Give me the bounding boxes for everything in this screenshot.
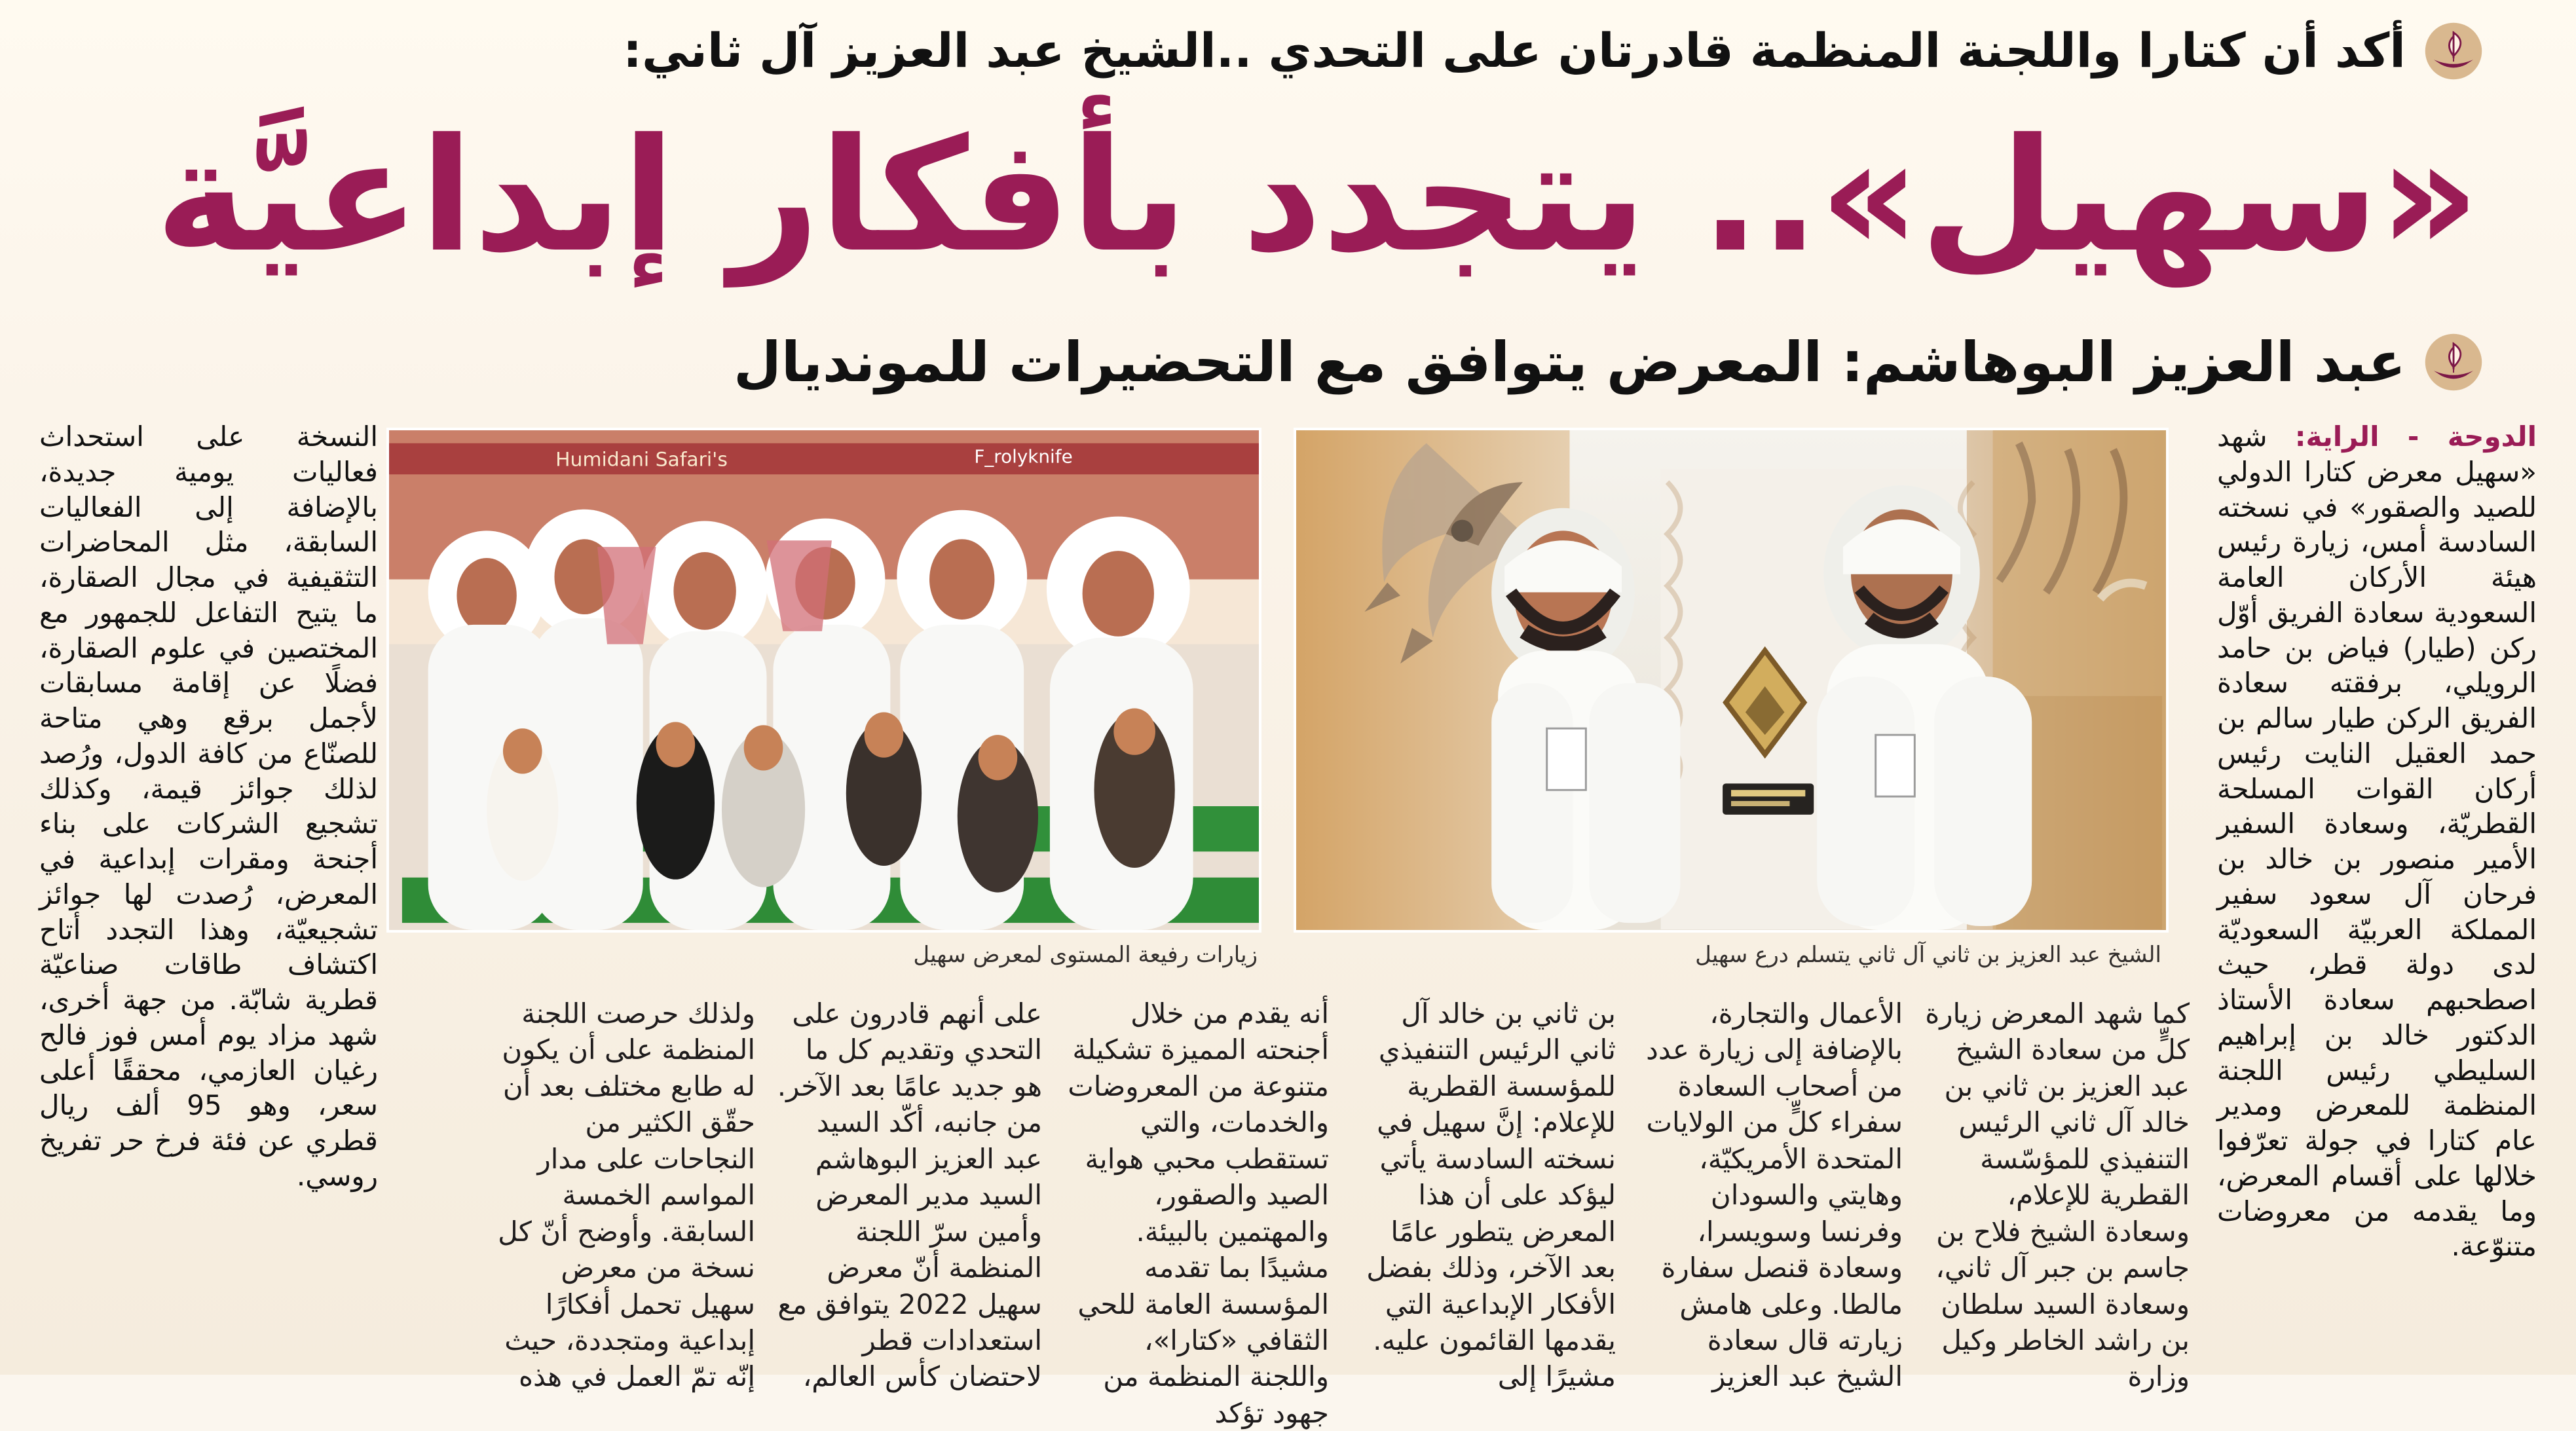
right-photo bbox=[1294, 428, 2169, 933]
header-kicker-row bbox=[623, 12, 2484, 90]
left-photo-caption: زيارات رفيعة المستوى لمعرض سهيل bbox=[913, 942, 1258, 968]
article-column-1 bbox=[1924, 995, 2190, 1393]
article-column-1-text: كما شهد المعرض زيارة كلٍّ من سعادة الشيخ عبد العزيز بن ثاني بن خالد آل ثاني الرئيس التنفيذي للمؤسّسة القطرية للإعلام، وسعادة الشيخ فلاح بن جاسم بن جبر آل ثاني، وسعادة السيد سلطان بن راشد الخاطر وكيل وزارة bbox=[1925, 997, 2190, 1393]
article-column-2-text: الأعمال والتجارة، بالإضافة إلى زيارة عدد من أصحاب السعادة سفراء كلٍّ من الولايات المتحدة الأمريكيّة، وهايتي والسودان وفرنسا وسويسرا، وسعادة قنصل سفارة مالطا. وعلى هامش زيارته قال سعادة الشيخ عبد العزيز bbox=[1646, 997, 1903, 1393]
header-kicker: أكد أن كتارا واللجنة المنظمة قادرتان على التحدي ..الشيخ عبد العزيز آل ثاني: bbox=[623, 23, 2406, 79]
dateline: الدوحة - الراية: bbox=[2294, 420, 2537, 453]
article-column-6 bbox=[490, 995, 755, 1393]
article-column-6-text: ولذلك حرصت اللجنة المنظمة على أن يكون له طابع مختلف بعد أن حقّق الكثير من النجاحات على مدار المواسم الخمسة السابقة. وأوضح أنّ كل نسخة من معرض سهيل تحمل أفكارًا إبداعية ومتجددة، حيث إنّه تمّ العمل في هذه bbox=[498, 997, 755, 1393]
intro-column bbox=[2217, 419, 2537, 1348]
banner-text-1: Humidani Safari's bbox=[555, 448, 728, 472]
article-column-4-text: أنه يقدم من خلال أجنحته المميزة تشكيلة متنوعة من المعروضات والخدمات، والتي تستقطب محبي هواية الصيد والصقور، والمهتمين بالبيئة. مشيدًا بما تقدمه المؤسسة العامة للحي الثقافي «كتارا»، واللجنة المنظمة من جهود تؤكد bbox=[1068, 997, 1329, 1429]
right-photo-caption: الشيخ عبد العزيز بن ثاني آل ثاني يتسلم درع سهيل bbox=[1695, 942, 2161, 968]
dhow-icon bbox=[2423, 331, 2484, 393]
article-column-5-text: على أنهم قادرون على التحدي وتقديم كل ما هو جديد عامًا بعد الآخر. من جانبه، أكّد السيد عبد العزيز البوهاشم السيد مدير المعرض وأمين سرّ اللجنة المنظمة أنّ معرض سهيل 2022 يتوافق مع استعدادات قطر لاحتضان كأس العالم، bbox=[777, 997, 1042, 1393]
intro-paragraph bbox=[2217, 419, 2537, 1264]
article-body bbox=[39, 419, 2537, 1429]
bottom-article-columns bbox=[386, 995, 2190, 1429]
subheadline: عبد العزيز البوهاشم: المعرض يتوافق مع التحضيرات للمونديال bbox=[733, 329, 2406, 394]
article-column-2 bbox=[1637, 995, 1903, 1393]
article-column-3-text: بن ثاني بن خالد آل ثاني الرئيس التنفيذي للمؤسسة القطرية للإعلام: إنَّ سهيل في نسخته السادسة يأتي ليؤكد على أن هذا المعرض يتطور عامًا بعد الآخر، وذلك بفضل الأفكار الإبداعية التي يقدمها القائمون عليه. مشيرًا إلى bbox=[1366, 997, 1616, 1393]
dhow-icon bbox=[2423, 20, 2484, 82]
left-column-text: النسخة على استحداث فعاليات يومية جديدة، بالإضافة إلى الفعاليات السابقة، مثل المحاضرات التثقيفية في مجال الصقارة، ما يتيح التفاعل للجمهور مع المختصين في علوم الصقارة، فضلًا عن إقامة مسابقات لأجمل برقع وهي متاحة للصنّاع من كافة الدول، ورُصد لذلك جوائز قيمة، وكذلك تشجيع الشركات على بناء أجنحة ومقرات إبداعية في المعرض، رُصدت لها جوائز تشجيعيّة، وهذا التجدد أتاح اكتشاف طاقات صناعيّة قطرية شابّة. من جهة أخرى، شهد مزاد يوم أمس فوز فالح رغيان العازمي، محققًا أعلى سعر، وهو 95 ألف ريال قطري عن فئة فرخ حر تفريخ روسي. bbox=[39, 420, 378, 1192]
article-column-4 bbox=[1064, 995, 1329, 1429]
left-column bbox=[39, 419, 378, 1348]
intro-text: شهد «سهيل معرض كتارا الدولي للصيد والصقور» في نسخته السادسة أمس، زيارة رئيس هيئة الأركان العامة السعودية سعادة الفريق أوّل ركن (طيار) فياض بن حامد الرويلي، برفقته سعادة الفريق الركن طيار سالم بن حمد العقيل النايت رئيس أركان القوات المسلحة القطريّة، وسعادة السفير الأمير منصور بن خالد بن فرحان آل سعود سفير المملكة العربيّة السعوديّة لدى دولة قطر، حيث اصطحبهم سعادة الأستاذ الدكتور خالد بن إبراهيم السليطي رئيس اللجنة المنظمة للمعرض ومدير عام كتارا في جولة تعرّفوا خلالها على أقسام المعرض، وما يقدمه من معروضات متنوّعة. bbox=[2217, 420, 2537, 1263]
subheadline-row bbox=[52, 327, 2484, 396]
left-photo bbox=[386, 428, 1261, 933]
article-column-3 bbox=[1351, 995, 1616, 1393]
banner-text-2: F_rolyknife bbox=[974, 445, 1073, 468]
main-headline bbox=[118, 105, 2517, 287]
article-column-5 bbox=[777, 995, 1042, 1393]
headline-text: «سهيل».. يتجدد بأفكار إبداعيَّة bbox=[155, 105, 2480, 287]
